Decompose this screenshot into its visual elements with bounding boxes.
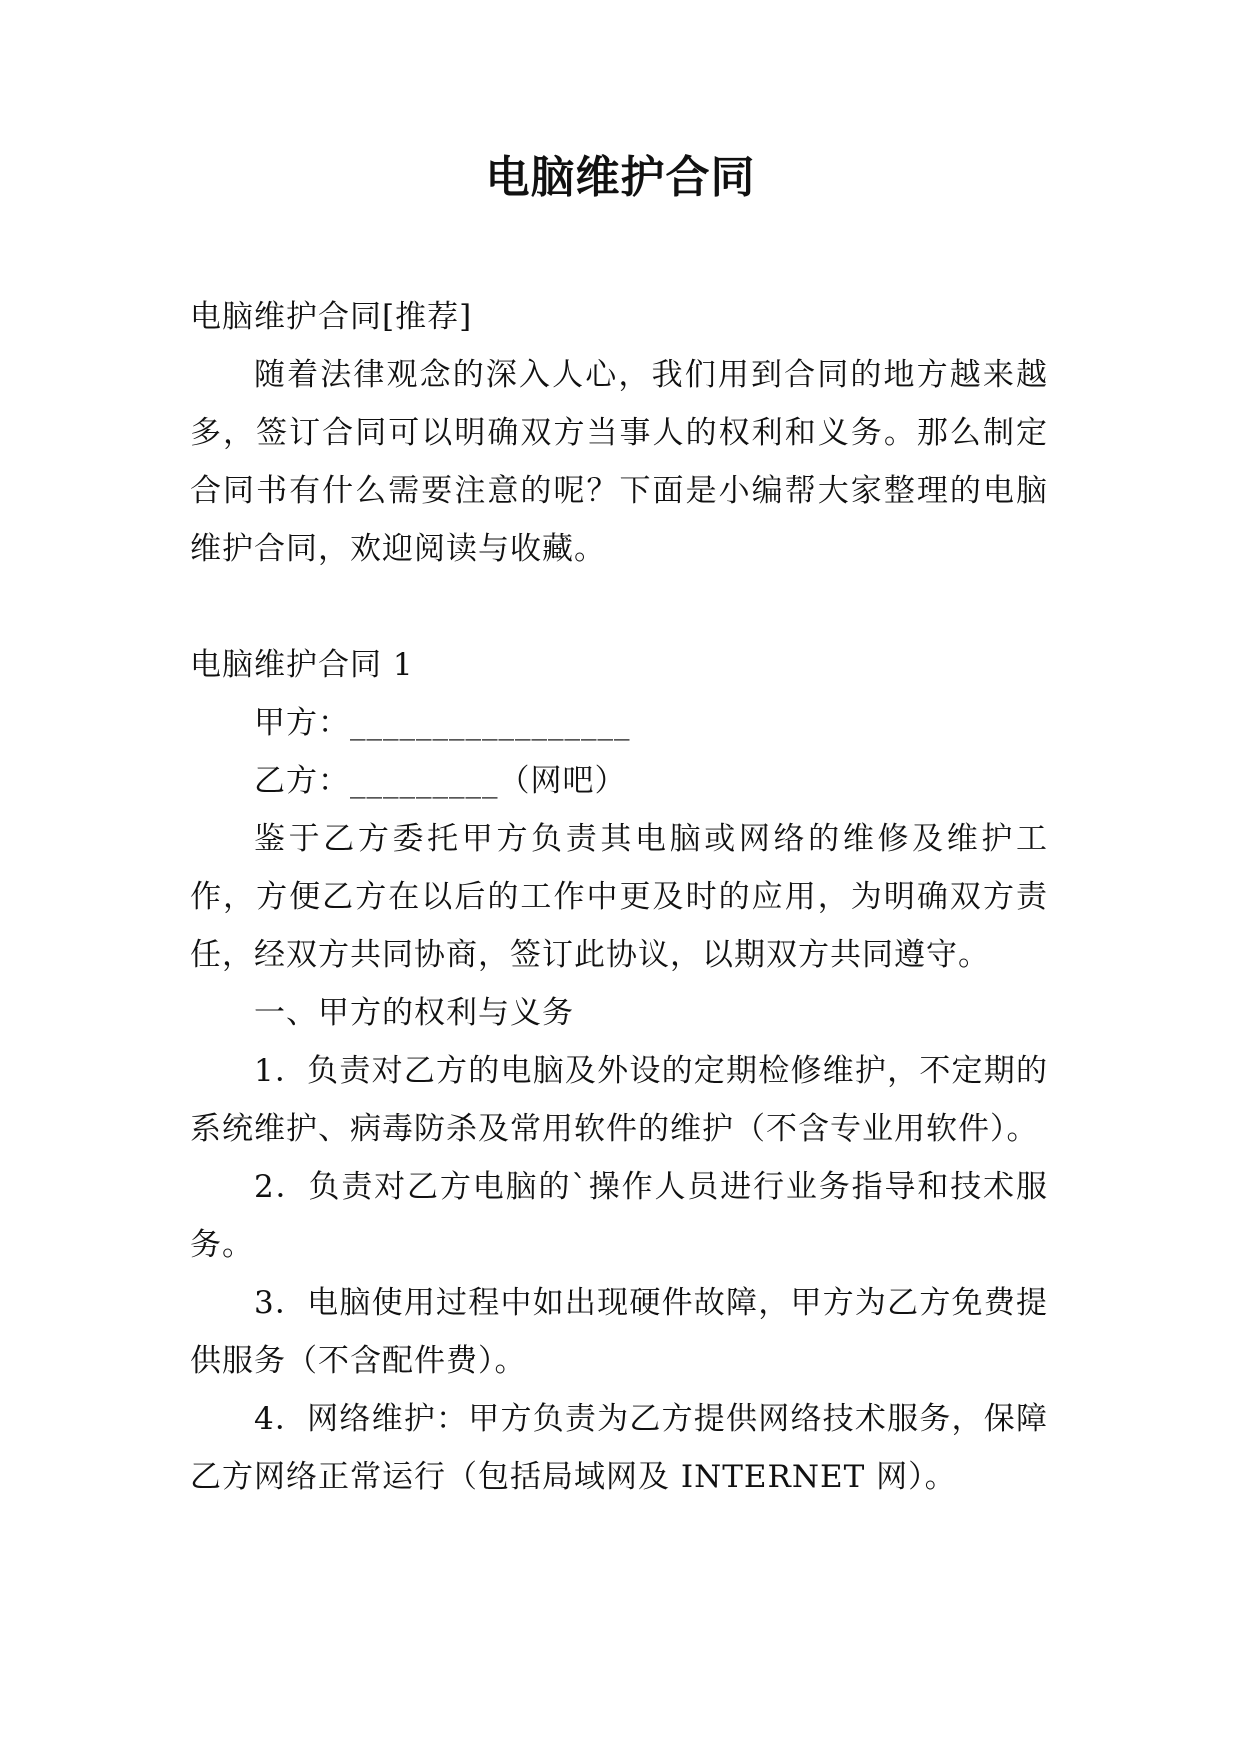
paragraph-gap: [190, 578, 1048, 636]
intro-paragraph: 随着法律观念的深入人心，我们用到合同的地方越来越多，签订合同可以明确双方当事人的权利和义务。那么制定合同书有什么需要注意的呢？下面是小编帮大家整理的电脑维护合同，欢迎阅读与收藏。: [190, 357, 1048, 567]
document-title: 电脑维护合同: [485, 152, 756, 203]
section-heading: 电脑维护合同 1: [190, 647, 414, 683]
party-a-line: 甲方：_________________: [254, 705, 631, 741]
document-body: [190, 288, 1048, 1506]
clause-item: 2．负责对乙方电脑的`操作人员进行业务指导和技术服务。: [190, 1169, 1048, 1263]
clause-item: 4．网络维护：甲方负责为乙方提供网络技术服务，保障乙方网络正常运行（包括局域网及 INTERNET 网）。: [190, 1401, 1048, 1495]
document-subtitle: 电脑维护合同[推荐]: [190, 299, 473, 335]
clause-item: 1．负责对乙方的电脑及外设的定期检修维护，不定期的系统维护、病毒防杀及常用软件的维护（不含专业用软件）。: [190, 1053, 1048, 1147]
preamble-paragraph: 鉴于乙方委托甲方负责其电脑或网络的维修及维护工作，方便乙方在以后的工作中更及时的应用，为明确双方责任，经双方共同协商，签订此协议，以期双方共同遵守。: [190, 821, 1048, 973]
party-b-line: 乙方：_________（网吧）: [254, 763, 627, 799]
clause-heading: 一、甲方的权利与义务: [254, 995, 574, 1031]
clause-item: 3．电脑使用过程中如出现硬件故障，甲方为乙方免费提供服务（不含配件费）。: [190, 1285, 1048, 1379]
